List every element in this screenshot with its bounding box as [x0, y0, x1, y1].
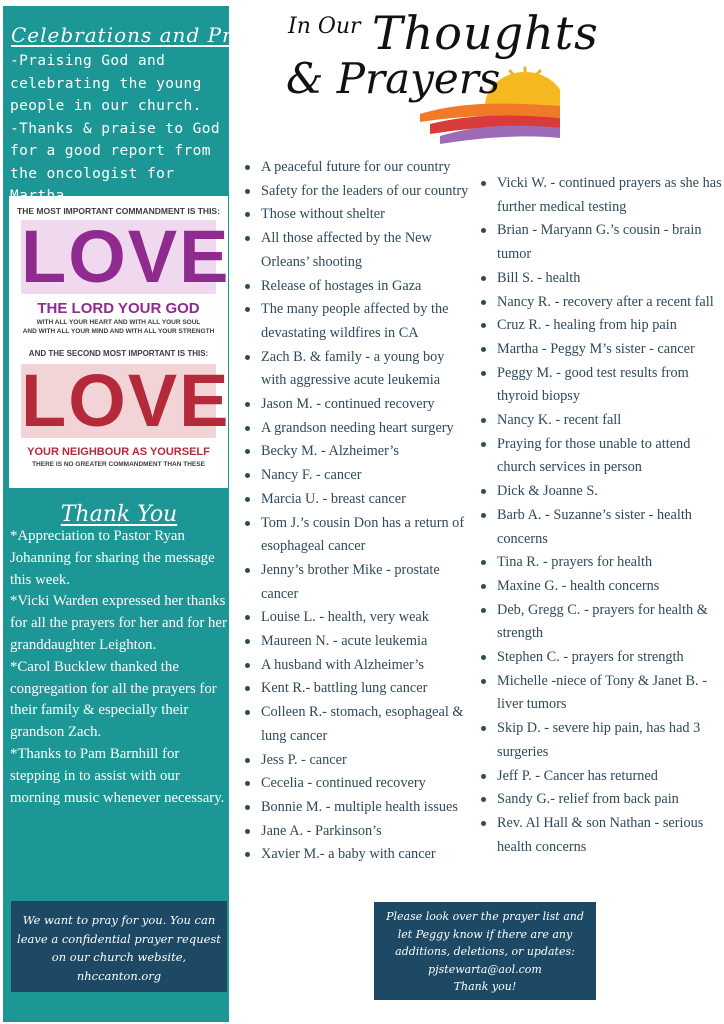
celebrations-title: Celebrations and Praise [11, 23, 278, 47]
thoughts-and-prayers-logo [280, 6, 599, 146]
prayer-item: Rev. Al Hall & son Nathan - serious health concerns [481, 812, 722, 859]
update-request-line: Thank you! [453, 980, 517, 993]
prayer-item: Bill S. - health [481, 267, 722, 291]
update-request-box [374, 902, 596, 1000]
prayer-item: Martha - Peggy M’s sister - cancer [481, 338, 722, 362]
poster-line: THERE IS NO GREATER COMMANDMENT THAN THESE [32, 461, 205, 468]
prayer-list-left [245, 156, 470, 867]
celebration-item: -Praising God and celebrating the young people in our church. [10, 53, 202, 114]
prayer-request-line: on our church website, [51, 950, 187, 964]
logo-text: Thoughts [372, 6, 599, 60]
prayer-item: Jess P. - cancer [245, 749, 470, 773]
sidebar [3, 6, 278, 1022]
prayer-item: Dick & Joanne S. [481, 480, 722, 504]
love-poster [9, 196, 231, 488]
poster-line: THE MOST IMPORTANT COMMANDMENT IS THIS: [17, 206, 220, 216]
prayer-item: Becky M. - Alzheimer’s [245, 440, 470, 464]
prayer-item: Jeff P. - Cancer has returned [481, 765, 722, 789]
logo-text: & Prayers [286, 54, 501, 103]
thank-you-item: *Appreciation to Pastor Ryan Johanning for sharing the message this week. [10, 528, 215, 588]
prayer-request-box [11, 901, 227, 992]
prayer-item: Maxine G. - health concerns [481, 575, 722, 599]
prayer-item: Tom J.’s cousin Don has a return of esophageal cancer [245, 512, 470, 559]
prayer-item: Maureen N. - acute leukemia [245, 630, 470, 654]
prayer-item: Brian - Maryann G.’s cousin - brain tumor [481, 219, 722, 266]
prayer-item: Kent R.- battling lung cancer [245, 677, 470, 701]
prayer-item: Release of hostages in Gaza [245, 275, 470, 299]
prayer-item: Jason M. - continued recovery [245, 393, 470, 417]
prayer-item: Louise L. - health, very weak [245, 606, 470, 630]
prayer-item: All those affected by the New Orleans’ shooting [245, 227, 470, 274]
logo-text: In Our [288, 14, 361, 39]
update-request-line: let Peggy know if there are any [397, 927, 573, 941]
prayer-item: Nancy F. - cancer [245, 464, 470, 488]
prayer-item: Bonnie M. - multiple health issues [245, 796, 470, 820]
prayer-item: Peggy M. - good test results from thyroid biopsy [481, 362, 722, 409]
prayer-item: Sandy G.- relief from back pain [481, 788, 722, 812]
prayer-item: Zach B. & family - a young boy with aggressive acute leukemia [245, 346, 470, 393]
prayer-item: Skip D. - severe hip pain, has had 3 surgeries [481, 717, 722, 764]
thank-you-title: Thank You [60, 502, 178, 527]
thank-you-list [10, 526, 230, 809]
poster-line: WITH ALL YOUR HEART AND WITH ALL YOUR SOUL [36, 319, 201, 326]
poster-line: THE LORD YOUR GOD [37, 300, 200, 317]
email-link[interactable]: pjstewarta@aol.com [428, 962, 542, 976]
prayer-request-line: We want to pray for you. You can [22, 913, 216, 927]
prayer-item: Praying for those unable to attend church services in person [481, 433, 722, 480]
prayer-item: Deb, Gregg C. - prayers for health & strength [481, 599, 722, 646]
thank-you-item: *Carol Bucklew thanked the congregation for all the prayers for their family & especially their grandson Zach. [10, 658, 217, 741]
poster-line: AND WITH ALL YOUR MIND AND WITH ALL YOUR STRENGTH [22, 328, 215, 335]
prayer-item: Jenny’s brother Mike - prostate cancer [245, 559, 470, 606]
prayer-item: A husband with Alzheimer’s [245, 654, 470, 678]
celebrations-list [10, 50, 228, 208]
prayer-item: Michelle -niece of Tony & Janet B. - liver tumors [481, 670, 722, 717]
poster-line: YOUR NEIGHBOUR AS YOURSELF [27, 446, 210, 458]
prayer-item: The many people affected by the devastating wildfires in CA [245, 298, 470, 345]
celebration-item: -Thanks & praise to God for a good report from the oncologist for [10, 120, 220, 182]
update-request-line: Please look over the prayer list and [386, 910, 584, 923]
prayer-item: A peaceful future for our country [245, 156, 470, 180]
church-website-link[interactable]: nhccanton.org [76, 968, 162, 983]
prayer-item: Cecelia - continued recovery [245, 772, 470, 796]
prayer-item: Stephen C. - prayers for strength [481, 646, 722, 670]
prayer-item: Vicki W. - continued prayers as she has further medical testing [481, 172, 722, 219]
prayer-item: Colleen R.- stomach, esophageal & lung cancer [245, 701, 470, 748]
prayer-item: A grandson needing heart surgery [245, 417, 470, 441]
prayer-item: Cruz R. - healing from hip pain [481, 314, 722, 338]
prayer-item: Those without shelter [245, 203, 470, 227]
prayer-request-line: leave a confidential prayer request [17, 931, 221, 946]
prayer-item: Marcia U. - breast cancer [245, 488, 470, 512]
thank-you-item: *Thanks to Pam Barnhill for stepping in to assist with our morning music whenever necessary. [10, 745, 225, 806]
poster-love-word: LOVE [21, 359, 231, 442]
prayer-item: Barb A. - Suzanne’s sister - health concerns [481, 504, 722, 551]
prayer-list-right [481, 172, 722, 859]
poster-line: AND THE SECOND MOST IMPORTANT IS THIS: [28, 349, 209, 358]
poster-love-word: LOVE [21, 215, 231, 298]
prayer-item: Nancy K. - recent fall [481, 409, 722, 433]
prayer-item: Nancy R. - recovery after a recent fall [481, 291, 722, 315]
prayer-item: Safety for the leaders of our country [245, 180, 470, 204]
prayer-item: Jane A. - Parkinson’s [245, 820, 470, 844]
prayer-item: Xavier M.- a baby with cancer [245, 843, 470, 867]
update-request-line: additions, deletions, or updates: [395, 945, 575, 958]
prayer-item: Tina R. - prayers for health [481, 551, 722, 575]
thank-you-item: *Vicki Warden expressed her thanks for all the prayers for her and for her granddaughter Leighton. [10, 593, 227, 653]
